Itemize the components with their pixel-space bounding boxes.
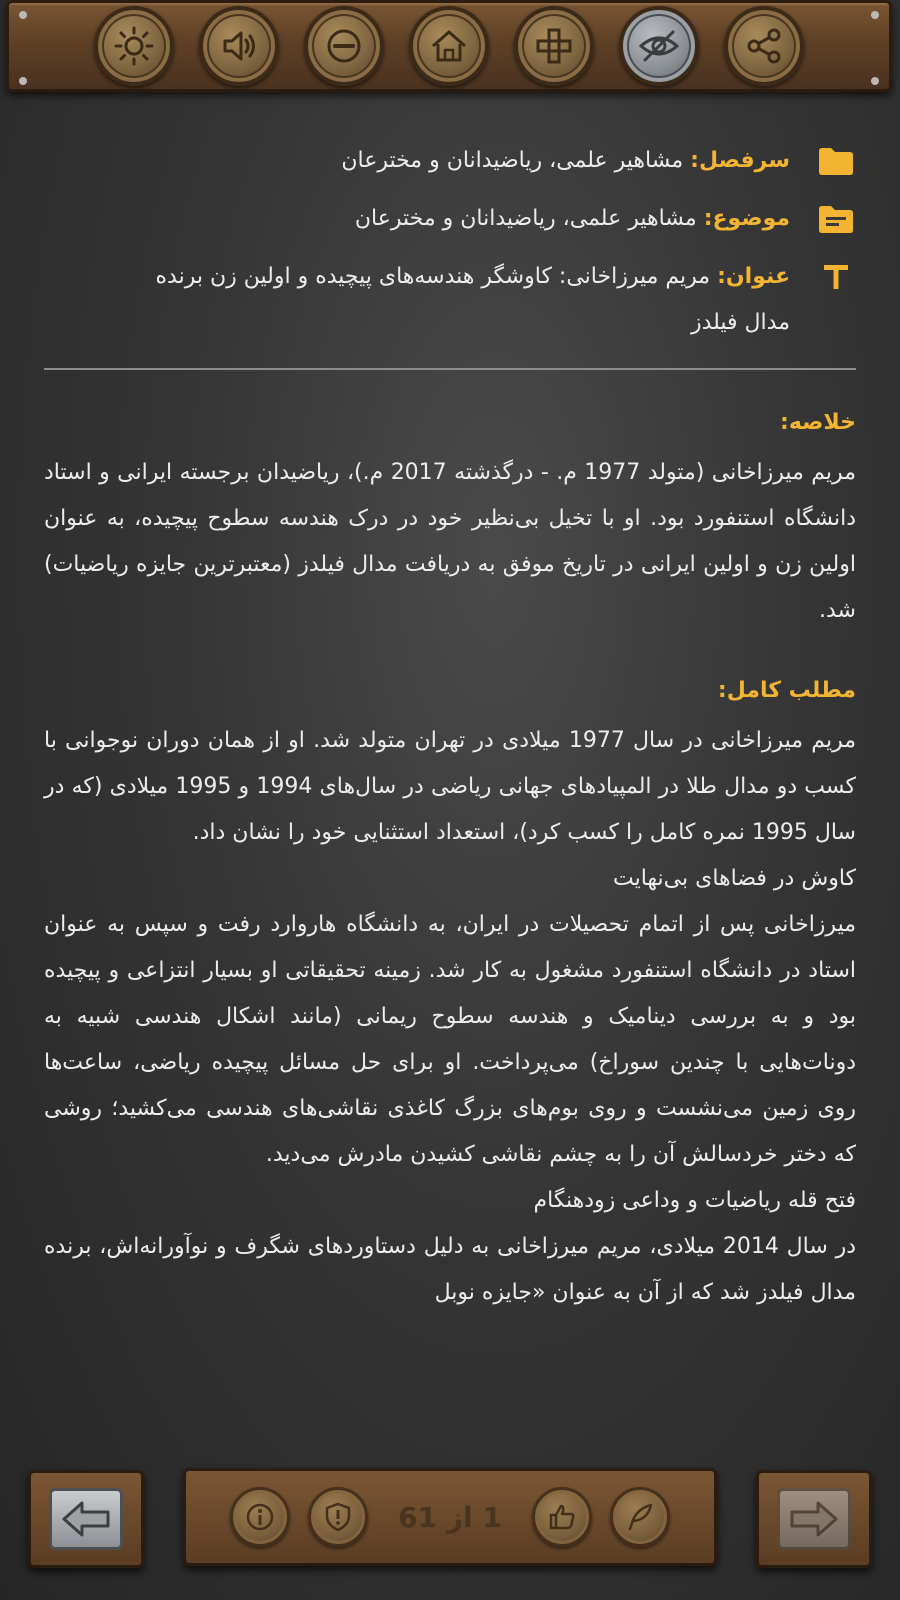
- topic-folder-icon: [816, 196, 856, 242]
- home-icon: [427, 24, 471, 68]
- zoom-out-button[interactable]: [304, 6, 384, 86]
- shield-icon: [322, 1501, 354, 1533]
- arrow-left-icon: [60, 1499, 112, 1539]
- chapter-row: [44, 138, 856, 184]
- feather-icon: [624, 1501, 656, 1533]
- chapter-value: مشاهیر علمی، ریاضیدانان و مخترعان: [341, 148, 684, 173]
- subheading-2: فتح قله ریاضیات و وداعی زودهنگام: [533, 1188, 856, 1213]
- divider: [44, 368, 856, 370]
- next-page-button[interactable]: [756, 1470, 872, 1568]
- zoom-out-icon: [322, 24, 366, 68]
- full-paragraph-2: میرزاخانی پس از اتمام تحصیلات در ایران، به دانشگاه هاروارد رفت و سپس به عنوان استاد در دانشگاه استنفورد مشغول به کار شد. زمینه تحقیقاتی او بسیار انتزاعی و پیچیده بود و به بررسی دینامیک و هندسه سطوح ریمانی (مانند اشکال هندسی شبیه به دونات‌هایی با چندین سوراخ) می‌پرداخت. او برای حل مسائل پیچیده ریاضی، ساعت‌ها روی زمین می‌نشست و روی بوم‌های بزرگ کاغذی نقاشی‌های هندسی می‌کشید؛ روشی که دختر خردسالش آن را به چشم نقاشی کشیدن مادرش می‌دید.: [44, 912, 856, 1167]
- share-button[interactable]: [724, 6, 804, 86]
- title-value: مریم میرزاخانی: کاوشگر هندسه‌های پیچیده و اولین زن برنده مدال فیلدز: [155, 264, 790, 335]
- subheading-1: کاوش در فضاهای بی‌نهایت: [612, 866, 856, 891]
- page-controls: [183, 1468, 717, 1566]
- home-button[interactable]: [409, 6, 489, 86]
- topic-label: موضوع:: [703, 206, 790, 231]
- previous-page-button[interactable]: [28, 1470, 144, 1568]
- full-paragraph-3: در سال 2014 میلادی، مریم میرزاخانی به دلیل دستاوردهای شگرف و نوآورانه‌اش، برنده مدال فیلدز شد که از آن به عنوان «جایزه نوبل: [44, 1234, 857, 1305]
- chapter-text: [341, 138, 816, 184]
- info-button[interactable]: [230, 1487, 290, 1547]
- thumbs-up-icon: [546, 1501, 578, 1533]
- topic-row: [44, 196, 856, 242]
- title-row: [44, 254, 856, 346]
- zoom-in-icon: [532, 24, 576, 68]
- title-text: [44, 254, 816, 346]
- like-button[interactable]: [532, 1487, 592, 1547]
- summary-text: مریم میرزاخانی (متولد 1977 م. - درگذشته 2017 م.)، ریاضیدان برجسته ایرانی و استاد دانشگاه استنفورد بود. او با تخیل بی‌نظیر خود در درک هندسه سطوح پیچیده، به عنوان اولین زن و اولین ایرانی در تاریخ موفق به دریافت مدال فیلدز (معتبرترین جایزه ریاضیات) شد.: [44, 460, 856, 623]
- title-label: عنوان:: [717, 264, 790, 289]
- eye-slash-button[interactable]: [619, 6, 699, 86]
- topic-value: مشاهیر علمی، ریاضیدانان و مخترعان: [354, 206, 697, 231]
- summary-heading: خلاصه:: [780, 410, 856, 435]
- full-paragraph-1: مریم میرزاخانی در سال 1977 میلادی در تهران متولد شد. او از همان دوران نوجوانی با کسب دو مدال طلا در المپیادهای جهانی ریاضی در سال‌های 1994 و 1995 میلادی (که در سال 1995 نمره کامل را کسب کرد)، استعداد استثنایی خود را نشان داد.: [44, 728, 856, 845]
- article-content: [44, 138, 856, 1316]
- brightness-button[interactable]: [94, 6, 174, 86]
- text-t-icon: [816, 254, 856, 300]
- speaker-button[interactable]: [199, 6, 279, 86]
- arrow-right-icon: [788, 1499, 840, 1539]
- report-button[interactable]: [308, 1487, 368, 1547]
- top-toolbar: [6, 0, 892, 92]
- zoom-in-button[interactable]: [514, 6, 594, 86]
- comment-button[interactable]: [610, 1487, 670, 1547]
- folder-icon: [816, 138, 856, 184]
- full-text-heading: مطلب کامل:: [717, 678, 856, 703]
- chapter-label: سرفصل:: [690, 148, 790, 173]
- eye-slash-icon: [637, 24, 681, 68]
- topic-text: [355, 196, 816, 242]
- share-icon: [742, 24, 786, 68]
- bottom-bar: [0, 1460, 900, 1600]
- info-icon: [244, 1501, 276, 1533]
- speaker-icon: [217, 24, 261, 68]
- brightness-icon: [112, 24, 156, 68]
- page-indicator: 1 از 61: [398, 1500, 502, 1534]
